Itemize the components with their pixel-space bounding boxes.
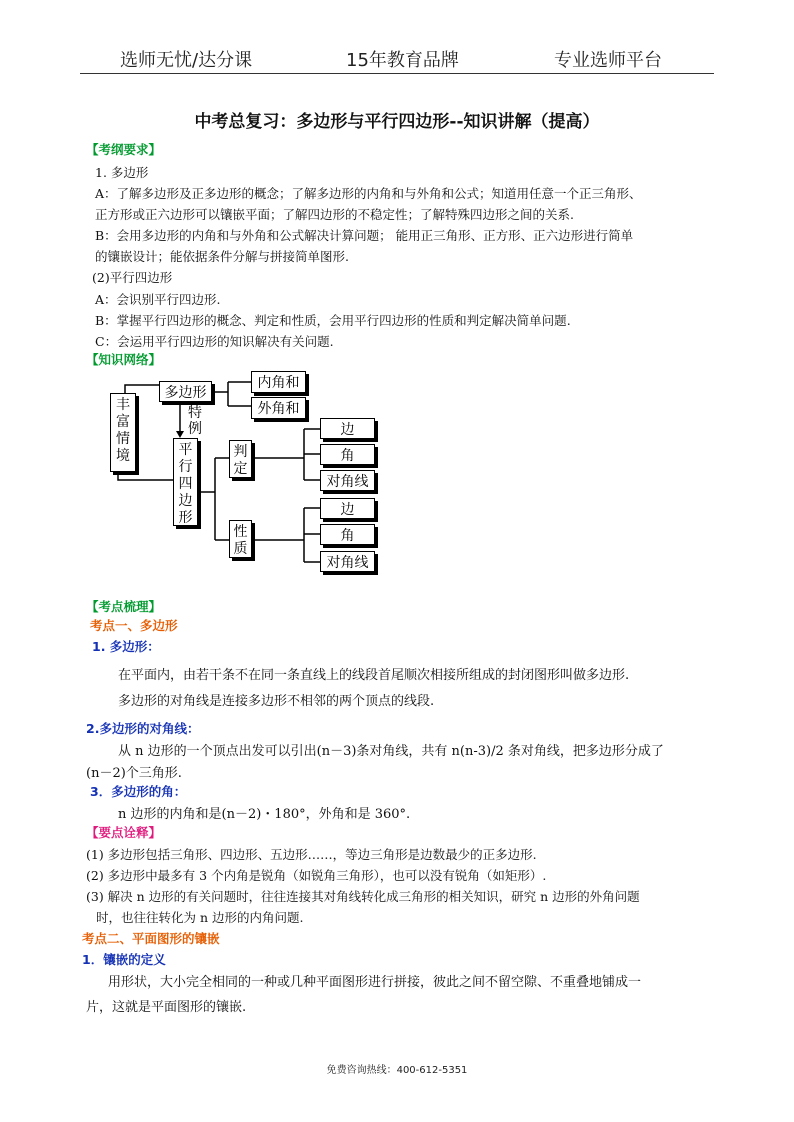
property-side-box: 边 bbox=[320, 498, 375, 519]
note-line: (3) 解决 n 边形的有关问题时，往往连接其对角线转化成三角形的相关知识，研究 n 边形的外角问题 bbox=[86, 889, 640, 904]
t1-para-2: 片，这就是平面图形的镶嵌. bbox=[86, 1000, 247, 1015]
req-line: 正方形或正六边形可以镶嵌平面；了解四边形的不稳定性；了解特殊四边形之间的关系. bbox=[95, 207, 574, 222]
req-line: (2)平行四边形 bbox=[92, 270, 173, 285]
req-line: 的镶嵌设计；能依据条件分解与拼接简单图形. bbox=[95, 249, 349, 264]
interior-angle-sum-box: 内角和 bbox=[251, 371, 306, 393]
note-line: (1) 多边形包括三角形、四边形、五边形……，等边三角形是边数最少的正多边形. bbox=[86, 847, 537, 862]
s2-para-2: (n－2)个三角形. bbox=[86, 766, 182, 781]
s2-para-1: 从 n 边形的一个顶点出发可以引出(n－3)条对角线，共有 n(n-3)/2 条对角线，把多边形分成了 bbox=[118, 744, 664, 759]
property-box: 性质 bbox=[229, 520, 252, 558]
points-heading: 【考点梳理】 bbox=[86, 599, 162, 614]
s3-para-1: n 边形的内角和是(n－2)・180°，外角和是 360°. bbox=[118, 807, 411, 822]
exterior-angle-sum-box: 外角和 bbox=[251, 397, 306, 419]
header-slogan: 15年教育品牌 bbox=[346, 50, 459, 71]
footer-hotline: 免费咨询热线：400-612-5351 bbox=[326, 1065, 468, 1076]
t1-title: 1．镶嵌的定义 bbox=[82, 952, 166, 967]
note-line: 时，也往往转化为 n 边形的内角问题. bbox=[96, 910, 304, 925]
judgement-box: 判定 bbox=[229, 440, 252, 478]
s2-title: 2.多边形的对角线： bbox=[86, 721, 200, 736]
s1-title: 1. 多边形： bbox=[92, 639, 160, 654]
page-title: 中考总复习：多边形与平行四边形--知识讲解（提高） bbox=[194, 112, 600, 132]
judgement-diagonal-box: 对角线 bbox=[320, 470, 375, 491]
req-line: A：会识别平行四边形. bbox=[95, 292, 221, 307]
t1-para-1: 用形状，大小完全相同的一种或几种平面图形进行拼接，彼此之间不留空隙、不重叠地铺成一 bbox=[108, 975, 642, 990]
s1-para-1: 在平面内，由若干条不在同一条直线上的线段首尾顺次相接所组成的封闭图形叫做多边形. bbox=[118, 668, 630, 683]
req-line: B：掌握平行四边形的概念、判定和性质，会用平行四边形的性质和判定解决简单问题. bbox=[95, 313, 571, 328]
header-platform: 专业选师平台 bbox=[554, 50, 662, 71]
header-brand: 选师无忧/达分课 bbox=[120, 50, 253, 71]
req-line: B：会用多边形的内角和与外角和公式解决计算问题； 能用正三角形、正方形、正六边形进行简单 bbox=[95, 228, 634, 243]
kp2-heading: 考点二、平面图形的镶嵌 bbox=[82, 931, 220, 946]
req-line: C：会运用平行四边形的知识解决有关问题. bbox=[95, 334, 334, 349]
polygon-box: 多边形 bbox=[159, 381, 212, 402]
rich-context-box: 丰富情境 bbox=[110, 393, 136, 472]
note-heading: 【要点诠释】 bbox=[86, 825, 162, 840]
req-line: 1. 多边形 bbox=[95, 165, 149, 180]
requirements-heading: 【考纲要求】 bbox=[86, 142, 162, 157]
parallelogram-box: 平行四边形 bbox=[173, 438, 198, 526]
network-heading: 【知识网络】 bbox=[86, 352, 162, 367]
judgement-side-box: 边 bbox=[320, 418, 375, 439]
s3-title: 3．多边形的角： bbox=[90, 784, 187, 799]
kp1-heading: 考点一、多边形 bbox=[90, 618, 178, 633]
property-angle-box: 角 bbox=[320, 524, 375, 545]
special-case-label: 特例 bbox=[188, 405, 202, 437]
judgement-angle-box: 角 bbox=[320, 444, 375, 465]
note-line: (2) 多边形中最多有 3 个内角是锐角（如锐角三角形），也可以没有锐角（如矩形）. bbox=[86, 868, 547, 883]
s1-para-2: 多边形的对角线是连接多边形不相邻的两个顶点的线段. bbox=[118, 694, 435, 709]
req-line: A：了解多边形及正多边形的概念；了解多边形的内角和与外角和公式；知道用任意一个正三角形、 bbox=[95, 186, 642, 201]
property-diagonal-box: 对角线 bbox=[320, 551, 375, 572]
